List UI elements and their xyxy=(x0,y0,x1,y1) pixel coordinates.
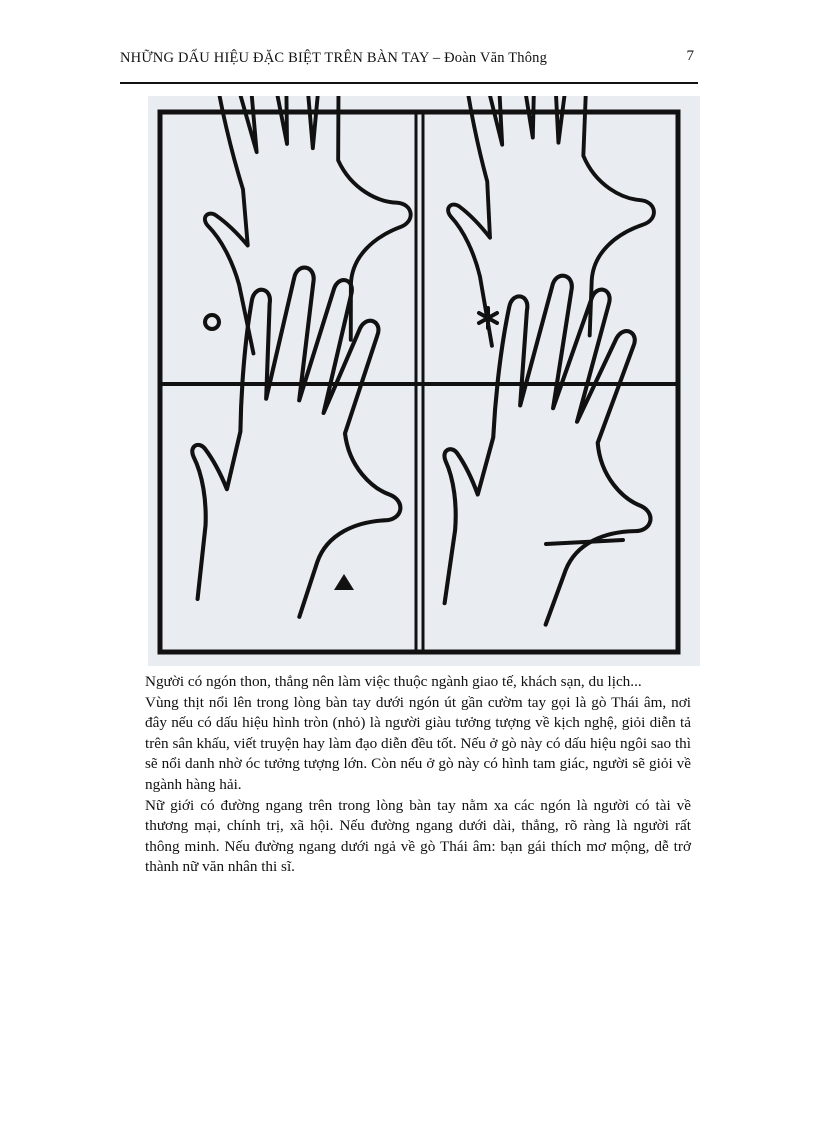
header-title: NHỮNG DẤU HIỆU ĐẶC BIỆT TRÊN BÀN TAY – Đoàn Văn Thông xyxy=(120,50,548,66)
page-header xyxy=(120,46,698,76)
body-text xyxy=(145,672,691,878)
star-mark xyxy=(479,308,497,328)
horizontal-line-mark xyxy=(546,540,623,544)
paragraph-3: Nữ giới có đường ngang trên trong lòng bàn tay nằm xa các ngón là người có tài về thương mại, chính trị, xã hội. Nếu đường ngang dưới dài, thẳng, rõ ràng là người rất thông minh. Nếu đường ngang dưới ngả về gò Thái âm: bạn gái thích mơ mộng, dễ trở thành nữ văn nhân thi sĩ. xyxy=(145,796,691,876)
palm-figure-svg xyxy=(148,96,700,666)
circle-mark xyxy=(205,315,219,329)
header-rule xyxy=(120,82,698,84)
hand-panel-triangle xyxy=(167,254,439,631)
paragraph-1: Người có ngón thon, thẳng nên làm việc thuộc ngành giao tế, khách sạn, du lịch... xyxy=(145,673,642,690)
triangle-mark xyxy=(334,574,354,590)
palm-figure xyxy=(148,96,700,666)
hand-panel-line xyxy=(414,259,696,641)
paragraph-2: Vùng thịt nổi lên trong lòng bàn tay dưới ngón út gần cườm tay gọi là gò Thái âm, nơi đây nếu có dấu hiệu hình tròn (nhỏ) là người giàu tưởng tượng về kịch nghệ, giỏi diễn tả trên sân khấu, viết truyện hay làm đạo diễn đều tốt. Nếu ở gò này có dấu hiệu ngôi sao thì sẽ nổi danh nhờ óc tưởng tượng lớn. Còn nếu ở gò này có hình tam giác, người sẽ giỏi về ngành hàng hải. xyxy=(145,693,691,793)
page-number: 7 xyxy=(686,48,694,64)
